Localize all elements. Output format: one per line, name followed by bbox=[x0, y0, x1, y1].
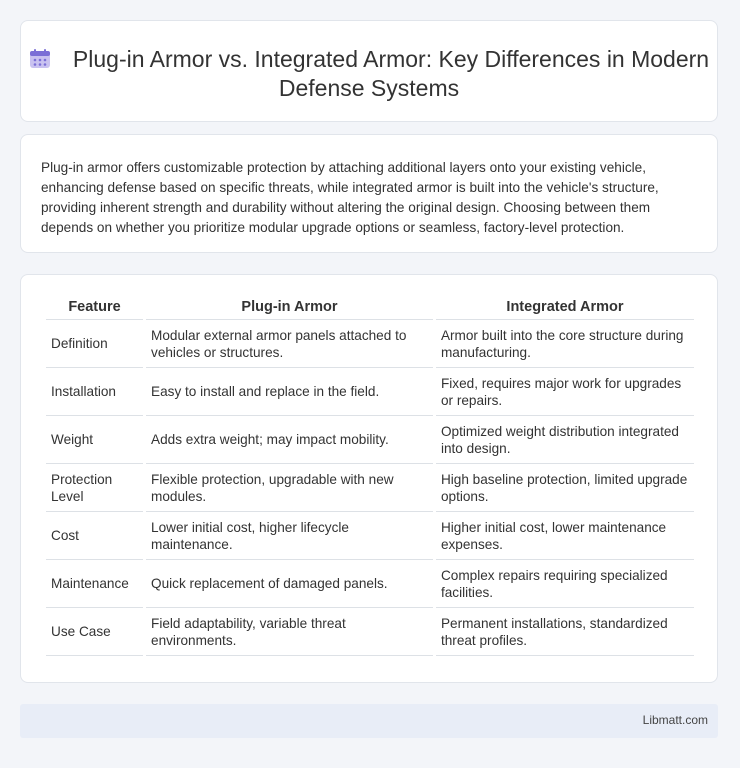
table-row bbox=[46, 320, 694, 368]
plug-in-cell: Easy to install and replace in the field. bbox=[146, 368, 433, 416]
table-row bbox=[46, 512, 694, 560]
table-row bbox=[46, 416, 694, 464]
integrated-cell: Armor built into the core structure during manufacturing. bbox=[436, 320, 694, 368]
header-integrated-armor: Integrated Armor bbox=[436, 297, 694, 320]
table-row bbox=[46, 560, 694, 608]
plug-in-cell: Quick replacement of damaged panels. bbox=[146, 560, 433, 608]
integrated-cell: Higher initial cost, lower maintenance expenses. bbox=[436, 512, 694, 560]
feature-cell: Maintenance bbox=[46, 560, 143, 608]
feature-cell: Cost bbox=[46, 512, 143, 560]
integrated-cell: Complex repairs requiring specialized facilities. bbox=[436, 560, 694, 608]
integrated-cell: High baseline protection, limited upgrade options. bbox=[436, 464, 694, 512]
comparison-table bbox=[43, 297, 697, 656]
header-feature: Feature bbox=[46, 297, 143, 320]
integrated-cell: Permanent installations, standardized threat profiles. bbox=[436, 608, 694, 656]
page-title bbox=[21, 45, 717, 103]
table-row bbox=[46, 608, 694, 656]
feature-cell: Weight bbox=[46, 416, 143, 464]
plug-in-cell: Adds extra weight; may impact mobility. bbox=[146, 416, 433, 464]
intro-card bbox=[20, 134, 718, 253]
plug-in-cell: Lower initial cost, higher lifecycle maintenance. bbox=[146, 512, 433, 560]
calendar-icon bbox=[29, 49, 51, 69]
table-row bbox=[46, 464, 694, 512]
table-row bbox=[46, 368, 694, 416]
footer bbox=[20, 704, 718, 738]
comparison-card bbox=[20, 274, 718, 683]
plug-in-cell: Flexible protection, upgradable with new modules. bbox=[146, 464, 433, 512]
table-header-row bbox=[46, 297, 694, 320]
feature-cell: Installation bbox=[46, 368, 143, 416]
header-plug-in-armor: Plug-in Armor bbox=[146, 297, 433, 320]
plug-in-cell: Modular external armor panels attached to vehicles or structures. bbox=[146, 320, 433, 368]
footer-brand: Libmatt.com bbox=[642, 713, 708, 727]
feature-cell: Protection Level bbox=[46, 464, 143, 512]
feature-cell: Use Case bbox=[46, 608, 143, 656]
intro-paragraph: Plug-in armor offers customizable protection by attaching additional layers onto your existing vehicle, enhancing defense based on specific threats, while integrated armor is built into the vehicle's structure, providing inherent strength and durability without altering the original design. Choosing between them depends on whether you prioritize modular upgrade options or seamless, factory-level protection. bbox=[41, 160, 659, 235]
feature-cell: Definition bbox=[46, 320, 143, 368]
title-card bbox=[20, 20, 718, 122]
integrated-cell: Optimized weight distribution integrated into design. bbox=[436, 416, 694, 464]
integrated-cell: Fixed, requires major work for upgrades or repairs. bbox=[436, 368, 694, 416]
plug-in-cell: Field adaptability, variable threat environments. bbox=[146, 608, 433, 656]
title-text: Plug-in Armor vs. Integrated Armor: Key Differences in Modern Defense Systems bbox=[72, 46, 710, 101]
